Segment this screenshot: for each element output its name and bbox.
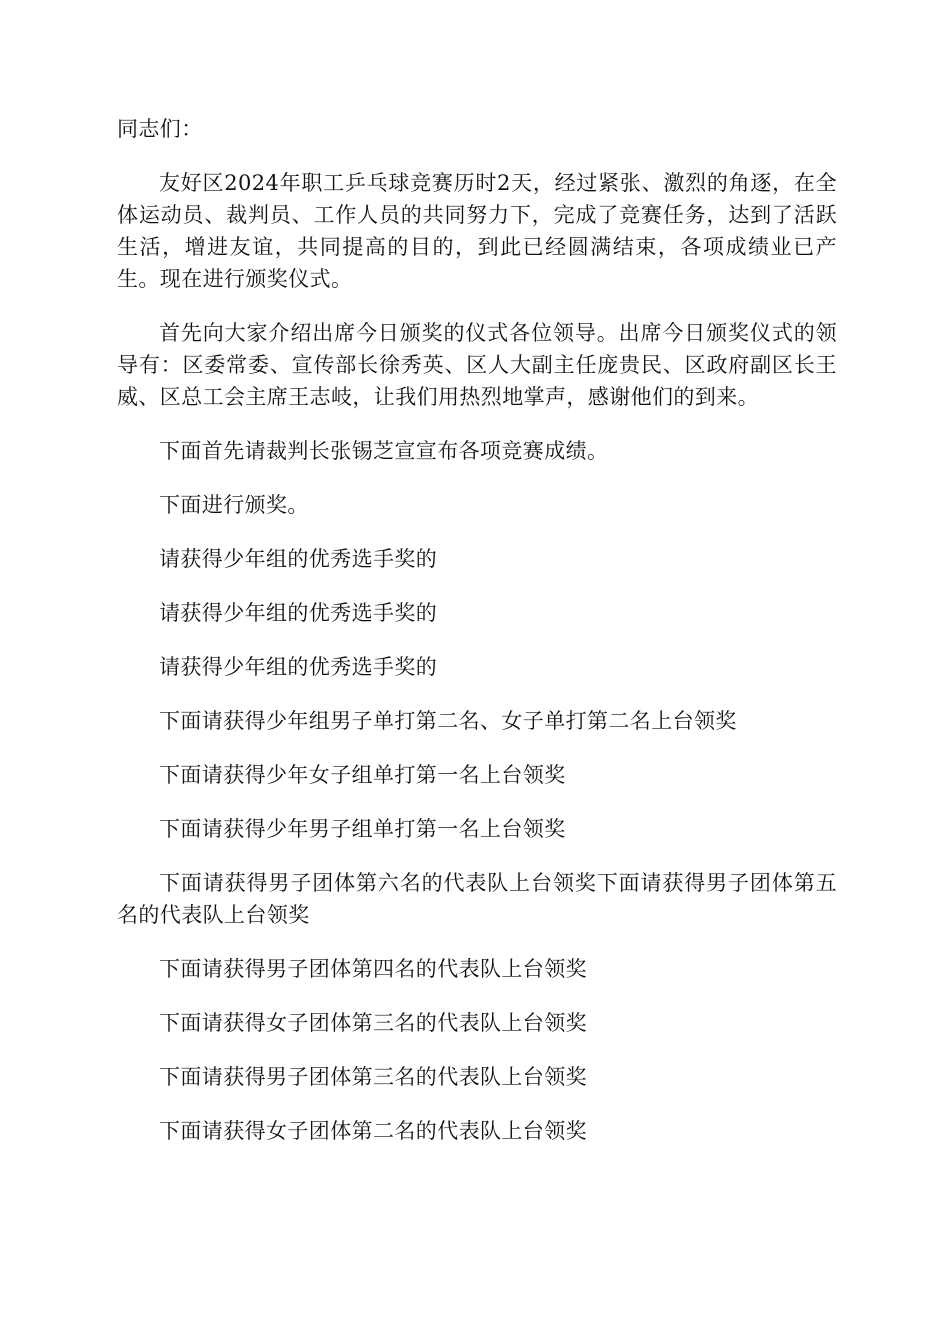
document-body — [117, 113, 837, 1169]
salutation: 同志们： — [117, 117, 203, 141]
paragraph-leaders: 首先向大家介绍出席今日颁奖的仪式各位领导。出席今日颁奖仪式的领导有：区委常委、宣传部长徐秀英、区人大副主任庞贵民、区政府副区长王威、区总工会主席王志岐，让我们用热烈地掌声，感谢他们的到来。 — [117, 321, 837, 409]
paragraph-award-line: 请获得少年组的优秀选手奖的 — [159, 655, 438, 679]
paragraph-award-line: 下面请获得女子团体第三名的代表队上台领奖 — [159, 1011, 587, 1035]
paragraph-opening: 友好区2024年职工乒乓球竞赛历时2天，经过紧张、激烈的角逐，在全体运动员、裁判员、工作人员的共同努力下，完成了竞赛任务，达到了活跃生活，增进友谊，共同提高的目的，到此已经圆满结束，各项成绩业已产生。现在进行颁奖仪式。 — [117, 171, 837, 291]
paragraph-award-line: 下面请获得少年女子组单打第一名上台领奖 — [159, 763, 566, 787]
paragraph-award-line: 下面请获得女子团体第二名的代表队上台领奖 — [159, 1119, 587, 1143]
paragraph-award-line: 请获得少年组的优秀选手奖的 — [159, 601, 438, 625]
paragraph-award-line: 请获得少年组的优秀选手奖的 — [159, 547, 438, 571]
paragraph-results: 下面首先请裁判长张锡芝宣宣布各项竞赛成绩。 — [159, 439, 609, 463]
paragraph-award-line: 下面请获得男子团体第六名的代表队上台领奖下面请获得男子团体第五名的代表队上台领奖 — [117, 871, 837, 927]
paragraph-award-line: 下面请获得男子团体第四名的代表队上台领奖 — [159, 957, 587, 981]
paragraph-award-start: 下面进行颁奖。 — [159, 493, 309, 517]
paragraph-award-line: 下面请获得少年组男子单打第二名、女子单打第二名上台领奖 — [159, 709, 737, 733]
paragraph-award-line: 下面请获得男子团体第三名的代表队上台领奖 — [159, 1065, 587, 1089]
paragraph-award-line: 下面请获得少年男子组单打第一名上台领奖 — [159, 817, 566, 841]
